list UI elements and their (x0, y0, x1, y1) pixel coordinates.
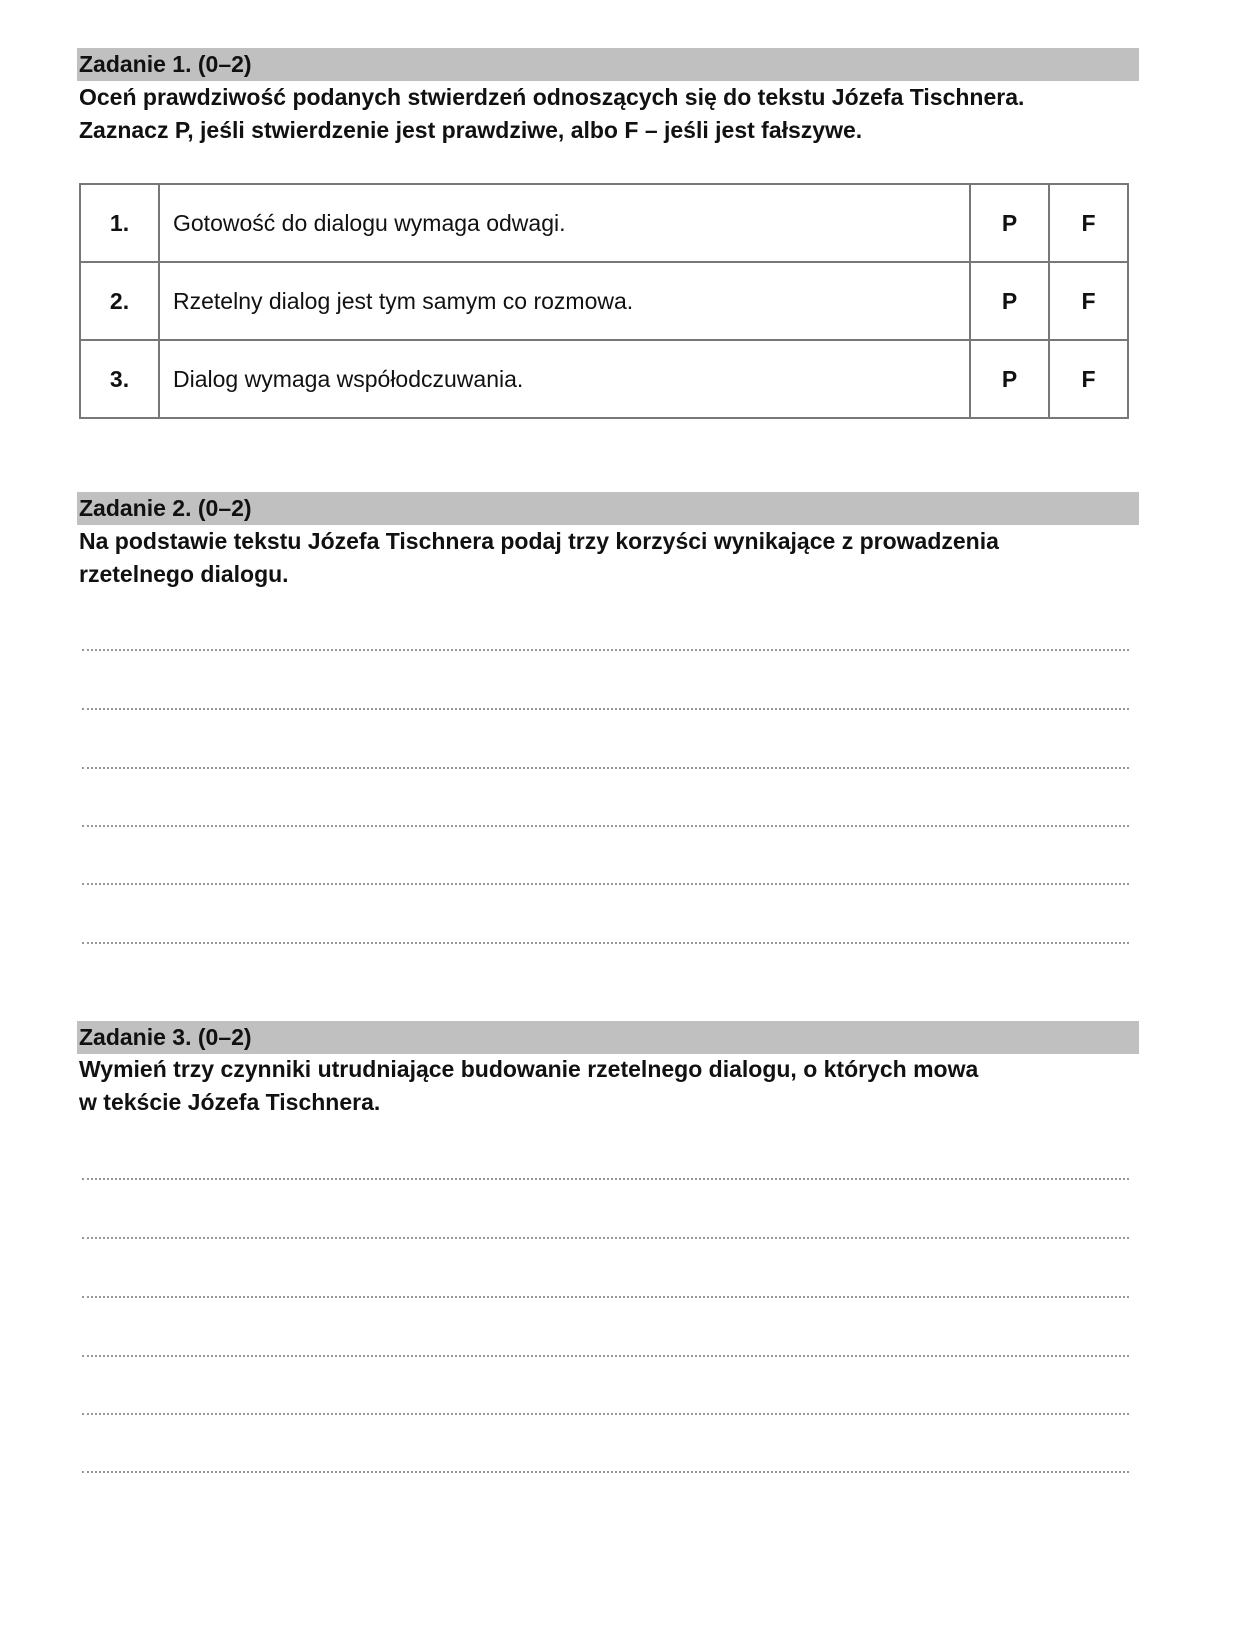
answer-line[interactable] (82, 1413, 1129, 1415)
statement: Rzetelny dialog jest tym samym co rozmowa. (159, 262, 970, 340)
table-row (80, 262, 1128, 340)
task3-instruction-line1: Wymień trzy czynniki utrudniające budowanie rzetelnego dialogu, o których mowa (79, 1056, 979, 1082)
answer-line[interactable] (82, 1471, 1129, 1473)
task2-instruction-line1: Na podstawie tekstu Józefa Tischnera podaj trzy korzyści wynikające z prowadzenia (79, 528, 999, 554)
task1-header: Zadanie 1. (0–2) (77, 48, 1139, 81)
false-option[interactable]: F (1049, 340, 1128, 418)
table-row (80, 340, 1128, 418)
row-number: 1. (80, 184, 159, 262)
true-false-table (79, 183, 1129, 419)
answer-line[interactable] (82, 1355, 1129, 1357)
answer-line[interactable] (82, 708, 1129, 710)
answer-line[interactable] (82, 825, 1129, 827)
task1-instruction (79, 81, 1159, 147)
task1-instruction-line2: Zaznacz P, jeśli stwierdzenie jest prawdziwe, albo F – jeśli jest fałszywe. (79, 117, 863, 143)
answer-line[interactable] (82, 883, 1129, 885)
task2-header: Zadanie 2. (0–2) (77, 492, 1139, 525)
answer-line[interactable] (82, 767, 1129, 769)
answer-line[interactable] (82, 1237, 1129, 1239)
answer-line[interactable] (82, 649, 1129, 651)
statement: Dialog wymaga współodczuwania. (159, 340, 970, 418)
task2-instruction (79, 525, 1159, 591)
task1-instruction-line1: Oceń prawdziwość podanych stwierdzeń odnoszących się do tekstu Józefa Tischnera. (79, 84, 1025, 110)
false-option[interactable]: F (1049, 262, 1128, 340)
answer-line[interactable] (82, 942, 1129, 944)
row-number: 2. (80, 262, 159, 340)
task2-instruction-line2: rzetelnego dialogu. (79, 561, 289, 587)
task3-instruction-line2: w tekście Józefa Tischnera. (79, 1089, 381, 1115)
task3-instruction (79, 1053, 1159, 1119)
table-row (80, 184, 1128, 262)
answer-line[interactable] (82, 1178, 1129, 1180)
true-option[interactable]: P (970, 262, 1049, 340)
task3-header: Zadanie 3. (0–2) (77, 1021, 1139, 1054)
true-option[interactable]: P (970, 184, 1049, 262)
true-option[interactable]: P (970, 340, 1049, 418)
statement: Gotowość do dialogu wymaga odwagi. (159, 184, 970, 262)
row-number: 3. (80, 340, 159, 418)
false-option[interactable]: F (1049, 184, 1128, 262)
answer-line[interactable] (82, 1296, 1129, 1298)
